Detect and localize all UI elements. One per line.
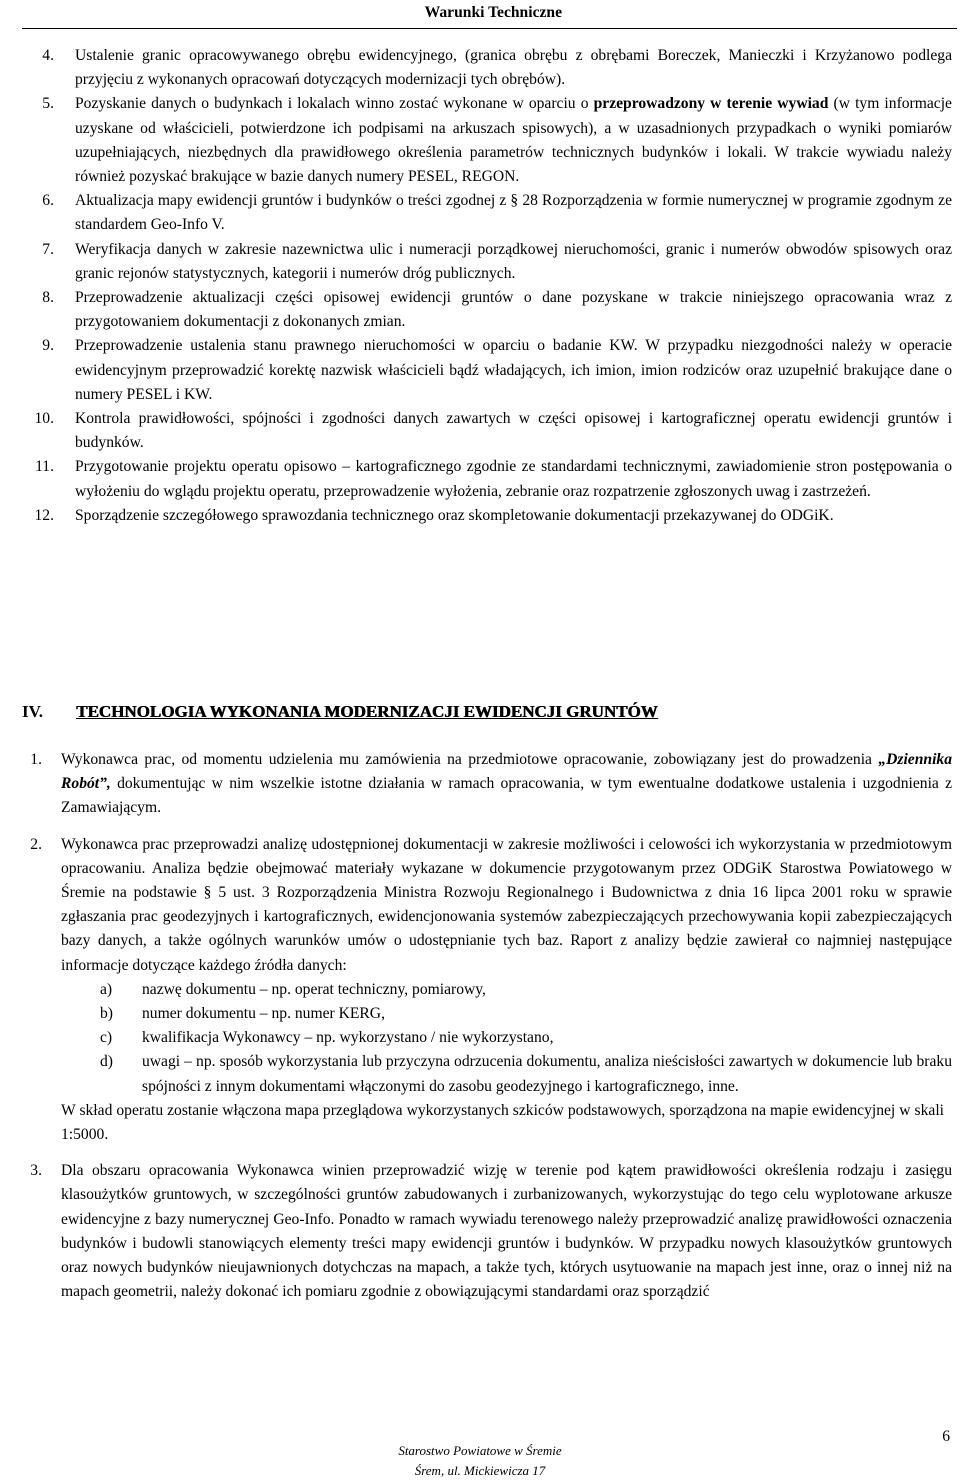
item-text [61,748,952,821]
item-number: 12. [34,506,54,524]
page-number: 6 [942,1428,950,1445]
section-number: IV. [22,702,43,721]
list-item-4 [0,44,960,92]
item-text-post: (w tym informacje uzyskane od właścicieli, potwierdzone ich podpisami na arkuszach spisowych), a w uzasadnionych przypadkach o wyniki pomiarów uzupełniających, niezbędnych dla prawidłowego określenia parametrów technicznych budynków i lokali. W trakcie wywiadu należy również pozyskać brakujące w bazie danych numery PESEL, REGON. [75,95,952,186]
item-number: 3. [30,1162,42,1180]
item-text: Przygotowanie projektu operatu opisowo – kartograficznego zgodnie ze standardami technicznymi, zawiadomienie stron postępowania o wyłożeniu do wglądu projektu operatu, przeprowadzenie wyłożenia, zebranie oraz rozpatrzenie zgłoszonych uwag i zastrzeżeń. [75,458,952,500]
list-item-12 [0,504,960,528]
sub-item-c [0,1026,960,1050]
section-title: TECHNOLOGIA WYKONANIA MODERNIZACJI EWIDENCJI GRUNTÓW [76,702,658,721]
item-text: Dla obszaru opracowania Wykonawca winien przeprowadzić wizję w terenie pod kątem prawidłowości określenia rodzaju i zasięgu klasoużytków gruntowych, w szczególności gruntów zabudowanych i zurbanizowanych, wykorzystując do tego celu wyplotowane arkusze ewidencyjne z bazy numerycznej Geo-Info. Ponadto w ramach wywiadu terenowego należy przeprowadzić analizę prawidłowości oznaczenia budynków i budowli stanowiących elementy treści mapy ewidencji gruntów i budynków. W przypadku nowych klasoużytków gruntowych oraz nowych budynków nieujawnionych dotychczas na mapach, a także tych, których usytuowanie na mapach jest inne, oraz o innej niż na mapach geometrii, należy dokonać ich pomiaru zgodnie z obowiązującymi standardami oraz sporządzić [61,1162,952,1301]
closing-text: W skład operatu zostanie włączona mapa przeglądowa wykorzystanych szkiców podstawowych, sporządzona na mapie ewidencyjnej w skali 1:5000. [61,1101,944,1144]
item-text: Ustalenie granic opracowywanego obrębu ewidencyjnego, (granica obrębu z obrębami Boreczek, Manieczki i Krzyżanowo podlega przyjęciu z wykonanych opracowań dotyczących modernizacji tych obrębów). [75,47,952,89]
item-text-bold: przeprowadzony w terenie wywiad [593,95,829,113]
item-number: 7. [42,240,54,258]
item-text: Przeprowadzenie ustalenia stanu prawnego nieruchomości w oparciu o badanie KW. W przypadku niezgodności należy w operacie ewidencyjnym przeprowadzić korektę nazwisk właścicieli bądź władających, ich imion, imion rodziców oraz uzupełnić brakujące dane o numery PESEL i KW. [75,337,952,403]
item-number: 10. [34,410,54,428]
sub-item-text: uwagi – np. sposób wykorzystania lub przyczyna odrzucenia dokumentu, analiza nieścisłości zawartych w dokumencie lub braku spójności z innym dokumentami włączonymi do zasobu geodezyjnego i kartograficznego, inne. [142,1053,952,1095]
header-rule [22,28,957,29]
list-item-11 [0,455,960,503]
list-item-8 [0,286,960,334]
footer-line-2: Śrem, ul. Mickiewicza 17 [414,1463,546,1478]
sub-item-d [0,1050,960,1098]
tech-item-1 [0,748,960,821]
sub-item-text: nazwę dokumentu – np. operat techniczny, pomiarowy, [142,980,486,998]
sub-item-text: numer dokumentu – np. numer KERG, [142,1005,385,1023]
item-text-post: dokumentując w nim wszelkie istotne działania w ramach opracowania, w tym ewentualne dodatkowe ustalenia i uzgodnienia z Zamawiającym. [61,775,952,817]
list-item-5 [0,92,960,189]
item-text: Kontrola prawidłowości, spójności i zgodności danych zawartych w części opisowej i kartograficznej operatu ewidencji gruntów i budynków. [75,410,952,452]
sub-item-letter: d) [100,1053,113,1071]
item-text: Przeprowadzenie aktualizacji części opisowej ewidencji gruntów o dane pozyskane w trakcie niniejszego opracowania wraz z przygotowaniem dokumentacji z dokonanych zmian. [75,289,952,331]
requirements-list [0,44,960,528]
tech-item-3 [0,1159,960,1304]
technology-list [0,748,960,1316]
item-text: Wykonawca prac przeprowadzi analizę udostępnionej dokumentacji w zakresie możliwości i celowości ich wykorzystania w przedmiotowym opracowaniu. Analiza będzie obejmować materiały wykazane w dokumencie przygotowanym przez ODGiK Starostwa Powiatowego w Śremie na podstawie § 5 ust. 3 Rozporządzenia Ministra Rozwoju Regionalnego i Budownictwa z dnia 16 lipca 2001 roku w sprawie zgłaszania prac geodezyjnych i kartograficznych, ewidencjonowania systemów zabezpieczających przechowywania kopii zabezpieczających bazy danych, a także ogólnych warunków umów o udostępnianie tych baz. Raport z analizy będzie zawierał co najmniej następujące informacje dotyczące każdego źródła danych: [61,835,952,974]
list-item-7 [0,238,960,286]
item-text-pre: Pozyskanie danych o budynkach i lokalach winno zostać wykonane w oparciu o [75,95,594,113]
item-number: 2. [30,835,42,853]
item-closing-paragraph [0,1099,952,1147]
list-item-6 [0,189,960,237]
sub-item-b [0,1002,960,1026]
tech-item-2 [0,833,960,1148]
item-text: Aktualizacja mapy ewidencji gruntów i budynków o treści zgodnej z § 28 Rozporządzenia w formie numerycznej w programie zgodnym ze standardem Geo-Info V. [75,192,952,234]
item-number: 4. [42,47,54,64]
list-item-9 [0,334,960,407]
header-title: Warunki Techniczne [424,4,562,21]
footer-line-1: Starostwo Powiatowe w Śremie [398,1443,562,1458]
diary-name: „Dziennika Robót”, [61,751,952,793]
sub-item-letter: c) [100,1029,113,1047]
item-number: 6. [42,192,54,210]
item-number: 8. [42,289,54,307]
item-text-pre: Wykonawca prac, od momentu udzielenia mu zamówienia na przedmiotowe opracowanie, zobowiązany jest do prowadzenia [61,751,879,768]
item-number: 9. [42,337,54,355]
sub-item-letter: b) [100,1005,113,1023]
item-number: 1. [30,751,42,768]
list-item-10 [0,407,960,455]
sub-item-text: kwalifikacja Wykonawcy – np. wykorzystano / nie wykorzystano, [142,1029,554,1047]
item-number: 11. [35,458,54,476]
item-text: Sporządzenie szczegółowego sprawozdania technicznego oraz skompletowanie dokumentacji przekazywanej do ODGiK. [75,506,834,524]
sub-item-a [0,978,960,1002]
sub-item-letter: a) [100,980,113,998]
item-text: Weryfikacja danych w zakresie nazewnictwa ulic i numeracji porządkowej nieruchomości, granic i numerów obwodów spisowych oraz granic rejonów statystycznych, kategorii i numerów dróg publicznych. [75,240,952,282]
item-text [75,92,952,189]
item-number: 5. [42,95,54,113]
